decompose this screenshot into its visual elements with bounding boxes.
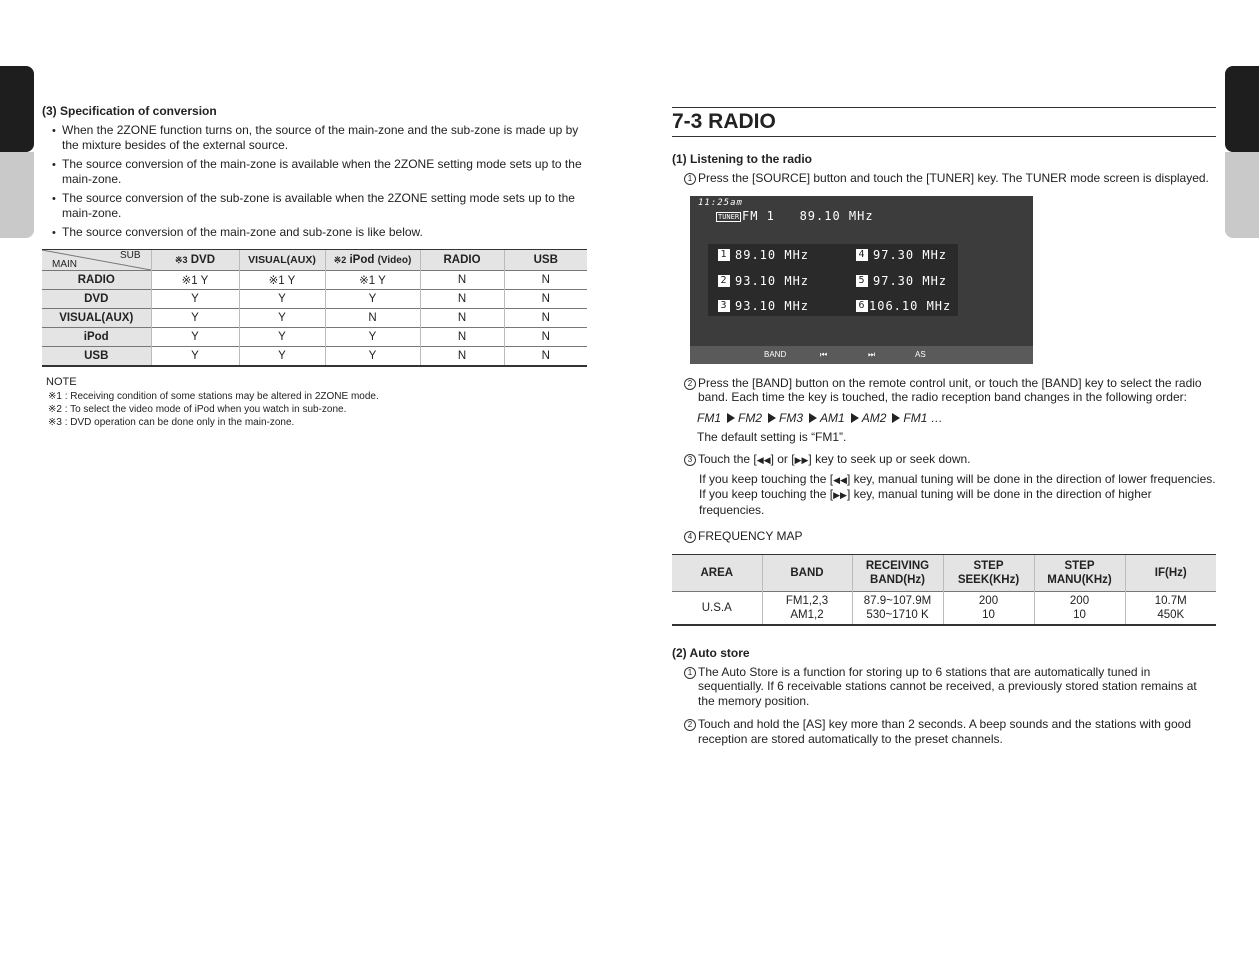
table-cell [1125, 591, 1216, 625]
preset-4[interactable] [856, 248, 947, 262]
freq-seek-fm: 200 [978, 594, 999, 607]
preset-2-frequency: 93.10 MHz [735, 273, 810, 288]
col-header-dvd [151, 249, 239, 270]
table-cell [672, 591, 762, 625]
conversion-heading: (3) Specification of conversion [42, 104, 217, 118]
table-cell: Y [239, 289, 325, 308]
band-fm1-repeat: FM1 … [903, 410, 943, 425]
band-am1: AM1 [820, 410, 845, 425]
step-3-text-a: Touch the [ [698, 452, 757, 466]
preset-3-frequency: 93.10 MHz [735, 298, 810, 313]
freq-header-row [672, 554, 1216, 591]
table-cell: ※1 Y [239, 270, 325, 289]
clock-display: 11:25am [698, 197, 743, 208]
freq-h-rec-1: RECEIVING [865, 559, 930, 572]
table-cell: N [504, 289, 587, 308]
freq-if-am: 450K [1157, 608, 1185, 621]
band-fm2: FM2 [738, 410, 762, 425]
right-tab-dark [1225, 66, 1259, 152]
col-header-ipod [325, 249, 420, 270]
mark-3: ※3 [174, 254, 188, 265]
step-3-text-b: ] or [ [770, 452, 795, 466]
band-sequence [697, 411, 1216, 425]
table-cell [762, 591, 852, 625]
auto-store-step-1-text: The Auto Store is a function for storing up to 6 stations that are automatically tuned in sequentially. If 6 receivable stations cannot be received, a previously stored station remains at the memory position. [698, 664, 1197, 708]
col-visual-label: VISUAL(AUX) [248, 253, 316, 266]
col-header-radio: RADIO [420, 249, 504, 270]
freq-h-seek-1: STEP [973, 559, 1004, 572]
freq-header-area [672, 554, 762, 591]
table-cell: N [504, 327, 587, 346]
seek-up-key[interactable]: ⏭ [868, 349, 876, 359]
table-cell: N [420, 270, 504, 289]
row-header: USB [42, 346, 151, 366]
band-fm1: FM1 [697, 410, 721, 425]
freq-h-band: BAND [790, 566, 824, 579]
band-am2: AM2 [861, 410, 887, 425]
bullet-3: • The source conversion of the sub-zone is available when the 2ZONE setting mode sets up to the main-zone. [42, 191, 587, 220]
preset-6-number: 6 [856, 300, 868, 312]
row-header: RADIO [42, 270, 151, 289]
preset-5-number: 5 [856, 275, 868, 287]
current-band-frequency: FM 1 89.10 MHz [742, 208, 874, 223]
table-cell: Y [151, 327, 239, 346]
table-cell: Y [239, 346, 325, 366]
step-number-2: 2 [684, 378, 696, 390]
step-3-text-c: ] key to seek up or seek down. [808, 452, 971, 466]
freq-manu-fm: 200 [1069, 594, 1090, 607]
freq-h-manu-2: MANU(KHz) [1047, 573, 1112, 586]
col-dvd-label: DVD [190, 253, 216, 266]
auto-store-step-number-2: 2 [684, 719, 696, 731]
seek-forward-icon: ▶▶ [833, 490, 847, 500]
auto-store-step-2 [672, 717, 1216, 746]
auto-store-key[interactable]: AS [915, 349, 926, 359]
col-header-visual [239, 249, 325, 270]
table-cell: N [325, 308, 420, 327]
table-cell: Y [239, 308, 325, 327]
row-header: iPod [42, 327, 151, 346]
note-3: ※3 : DVD operation can be done only in the main-zone. [48, 416, 295, 428]
note-2: ※2 : To select the video mode of iPod when you watch in sub-zone. [48, 403, 347, 415]
preset-4-frequency: 97.30 MHz [873, 247, 948, 262]
preset-2-number: 2 [718, 275, 730, 287]
arrow-right-icon [809, 413, 817, 423]
auto-store-heading: (2) Auto store [672, 645, 750, 660]
note-title: NOTE [46, 375, 77, 388]
table-cell: Y [325, 289, 420, 308]
freq-if-fm: 10.7M [1154, 594, 1187, 607]
step-1 [672, 171, 1216, 186]
bullet-1: • When the 2ZONE function turns on, the source of the main-zone and the sub-zone is made up by the mixture besides of the external source. [42, 123, 587, 152]
freq-header-band [762, 554, 852, 591]
step-4-text: FREQUENCY MAP [698, 529, 803, 543]
mark-2: ※2 [333, 254, 347, 265]
table-cell: N [420, 308, 504, 327]
table-cell: Y [151, 346, 239, 366]
freq-seek-am: 10 [982, 608, 995, 621]
table-row [672, 591, 1216, 625]
tuner-screen [690, 196, 1033, 364]
tuner-key-bar [690, 346, 1033, 364]
conversion-bullets [42, 123, 587, 240]
freq-h-rec-2: BAND(Hz) [870, 573, 925, 586]
freq-header-step-manu [1034, 554, 1125, 591]
freq-rec-am: 530~1710 K [866, 608, 929, 621]
freq-header-if [1125, 554, 1216, 591]
arrow-right-icon [768, 413, 776, 423]
freq-area-value: U.S.A [701, 601, 732, 614]
step-number-4: 4 [684, 531, 696, 543]
preset-6[interactable] [856, 299, 951, 313]
band-fm3: FM3 [779, 410, 803, 425]
table-cell: N [420, 289, 504, 308]
manual-higher-a: If you keep touching the [ [699, 487, 834, 501]
manual-lower [699, 472, 1216, 488]
table-row [42, 308, 587, 327]
step-4 [672, 529, 1216, 544]
table-corner-cell [42, 249, 151, 270]
table-cell: N [504, 346, 587, 366]
freq-header-receiving [852, 554, 943, 591]
section-title: 7-3 RADIO [672, 107, 1216, 137]
seek-back-icon: ◀◀ [756, 455, 771, 465]
auto-store-step-2-text: Touch and hold the [AS] key more than 2 seconds. A beep sounds and the stations with good reception are stored automatically to the preset channels. [698, 717, 1192, 746]
conversion-table [42, 249, 587, 367]
manual-lower-a: If you keep touching the [ [699, 471, 834, 486]
manual-higher-b: ] key, manual tuning will be done in the direction of higher frequencies. [699, 487, 1152, 517]
arrow-right-icon [851, 413, 859, 423]
table-cell: Y [151, 308, 239, 327]
preset-2[interactable] [718, 274, 809, 288]
preset-1-number: 1 [718, 249, 730, 261]
left-tab-grey [0, 152, 34, 238]
row-header: VISUAL(AUX) [42, 308, 151, 327]
corner-main-label: MAIN [52, 258, 77, 270]
freq-h-area: AREA [700, 566, 734, 579]
preset-6-frequency: 106.10 MHz [869, 298, 952, 313]
table-cell: Y [325, 327, 420, 346]
default-setting: The default setting is “FM1”. [697, 429, 847, 444]
freq-h-manu-1: STEP [1064, 559, 1095, 572]
auto-store-step-number-1: 1 [684, 667, 696, 679]
table-cell [852, 591, 943, 625]
table-cell: N [504, 270, 587, 289]
preset-5-frequency: 97.30 MHz [873, 273, 948, 288]
corner-sub-label: SUB [119, 249, 141, 261]
freq-manu-am: 10 [1073, 608, 1086, 621]
frequency-map-table [672, 554, 1216, 626]
bullet-2: • The source conversion of the main-zone is available when the 2ZONE setting mode sets up to the main-zone. [42, 157, 587, 186]
table-cell: Y [151, 289, 239, 308]
auto-store-step-1 [672, 665, 1216, 709]
col-header-usb: USB [504, 249, 587, 270]
arrow-right-icon [892, 413, 900, 423]
note-1: ※1 : Receiving condition of some stations may be altered in 2ZONE mode. [48, 390, 379, 402]
col-ipod-label: iPod [349, 253, 375, 266]
table-row [42, 270, 587, 289]
table-row [42, 346, 587, 366]
preset-1-frequency: 89.10 MHz [735, 247, 810, 262]
notes-block [42, 376, 587, 429]
step-2-text: Press the [BAND] button on the remote control unit, or touch the [BAND] key to select the radio band. Each time the key is touched, the radio reception band changes in the following order: [698, 375, 1202, 404]
step-1-text: Press the [SOURCE] button and touch the [TUNER] key. The TUNER mode screen is displayed. [698, 171, 1209, 185]
table-cell: Y [239, 327, 325, 346]
freq-header-step-seek [943, 554, 1034, 591]
table-cell: ※1 Y [325, 270, 420, 289]
freq-band-fm: FM1,2,3 [785, 594, 829, 607]
table-cell: N [420, 346, 504, 366]
manual-higher [699, 487, 1216, 517]
step-number-3: 3 [684, 454, 696, 466]
table-row [42, 327, 587, 346]
arrow-right-icon [727, 413, 735, 423]
seek-forward-icon: ▶▶ [794, 455, 809, 465]
freq-band-am: AM1,2 [790, 608, 824, 621]
right-page [672, 107, 1216, 752]
left-tab-dark [0, 66, 34, 152]
left-page [42, 104, 587, 429]
preset-5[interactable] [856, 274, 947, 288]
table-cell: N [504, 308, 587, 327]
table-cell [943, 591, 1034, 625]
band-key[interactable]: BAND [764, 349, 787, 359]
freq-h-seek-2: SEEK(KHz) [957, 573, 1020, 586]
preset-3-number: 3 [718, 300, 730, 312]
table-cell [1034, 591, 1125, 625]
bullet-4: • The source conversion of the main-zone and sub-zone is like below. [42, 225, 587, 240]
freq-h-if: IF(Hz) [1154, 566, 1187, 579]
step-number-1: 1 [684, 173, 696, 185]
tuner-badge: TUNER [718, 212, 740, 221]
preset-1[interactable] [718, 248, 809, 262]
right-tab-grey [1225, 152, 1259, 238]
freq-rec-fm: 87.9~107.9M [863, 594, 932, 607]
seek-down-key[interactable]: ⏮ [820, 349, 828, 359]
table-cell: Y [325, 346, 420, 366]
preset-4-number: 4 [856, 249, 868, 261]
step-2 [672, 376, 1216, 405]
table-row [42, 289, 587, 308]
step-3 [672, 452, 1216, 468]
col-ipod-suffix: (Video) [377, 254, 412, 266]
table-cell: N [420, 327, 504, 346]
listening-heading: (1) Listening to the radio [672, 152, 812, 166]
conversion-header-row [42, 249, 587, 270]
preset-3[interactable] [718, 299, 809, 313]
manual-lower-b: ] key, manual tuning will be done in the direction of lower frequencies. [846, 471, 1216, 486]
table-cell: ※1 Y [151, 270, 239, 289]
row-header: DVD [42, 289, 151, 308]
seek-back-icon: ◀◀ [833, 474, 847, 485]
